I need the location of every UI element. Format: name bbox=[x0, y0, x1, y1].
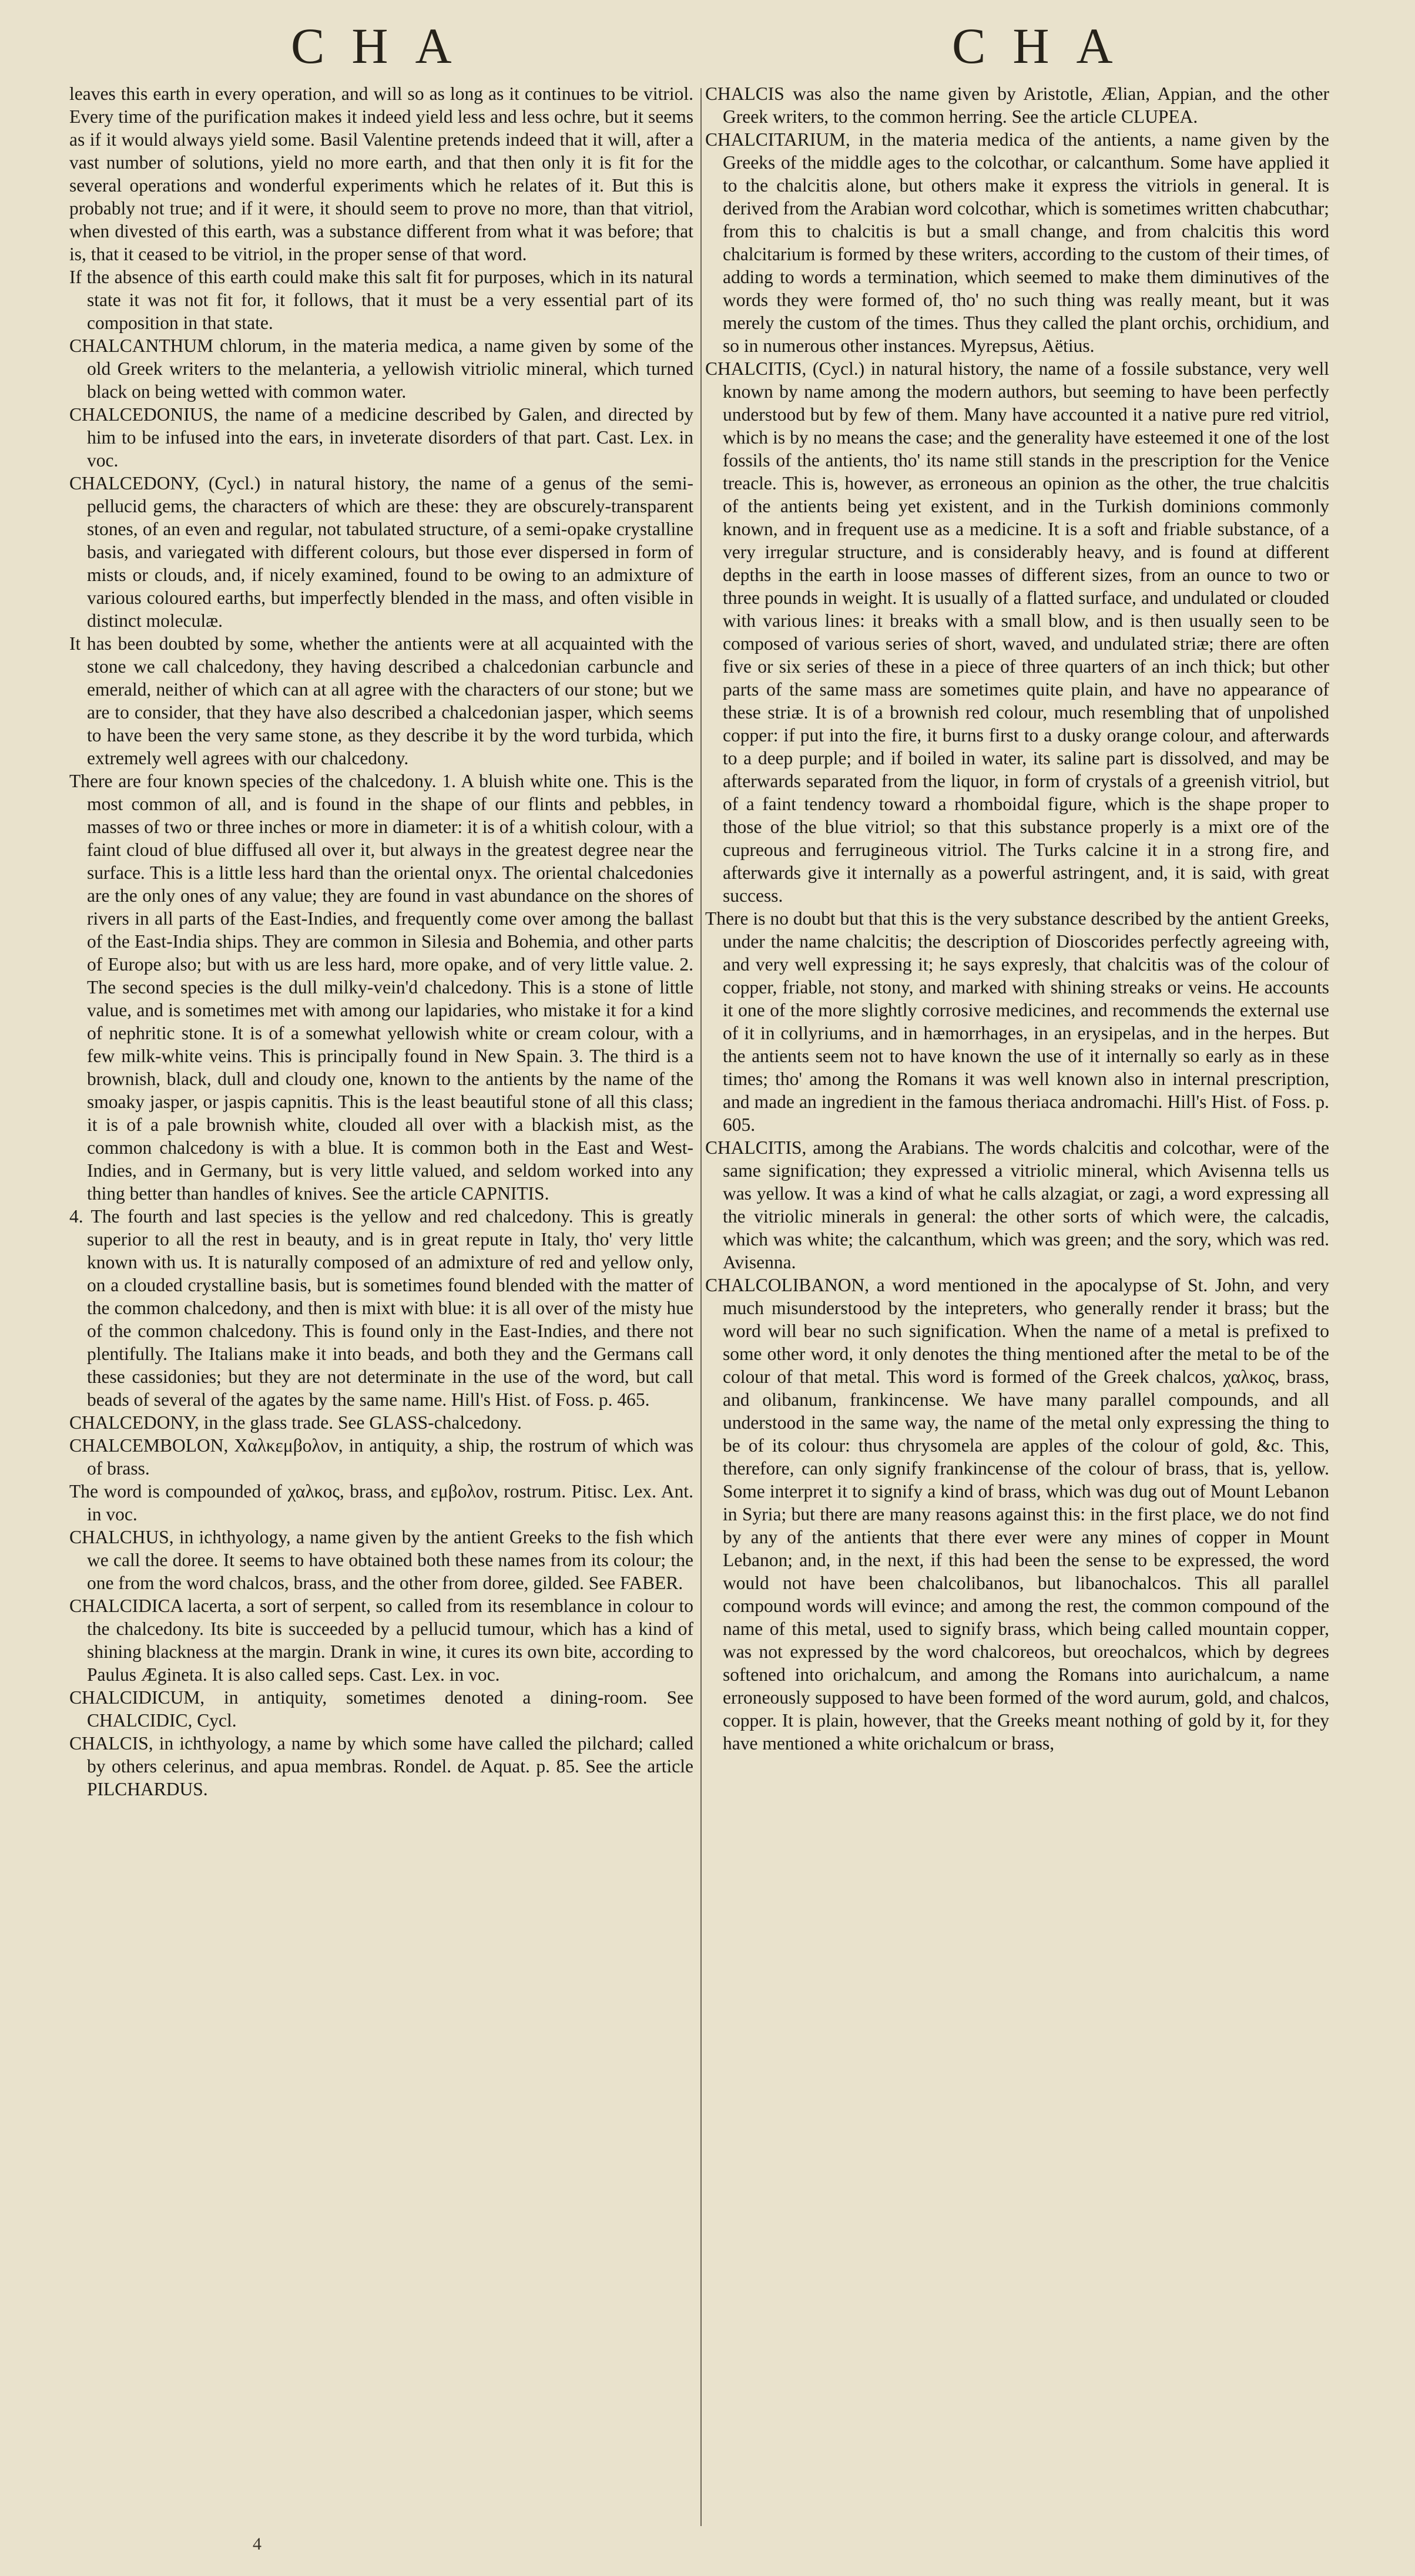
entry-chalcitis: CHALCITIS, (Cycl.) in natural history, the name of a fossile substance, very well known by name among the modern authors, but seeming to have been perfectly understood but by few of them. Many have accounted it a native pure red vitriol, which is by no means the case; and the generality have esteemed it one of the lost fossils of the antients, tho' its name still stands in the prescription for the Venice treacle. This is, however, as erroneous an opinion as the other, the true chalcitis of the antients being yet existent, and in the Turkish dominions commonly known, and in frequent use as a medicine. It is a soft and friable substance, of a very irregular structure, and is considerably heavy, and is found at different depths in the earth in loose masses of different sizes, from an ounce to two or three pounds in weight. It is usually of a flatted surface, and undulated or clouded with various lines: it breaks with a small blow, and is then usually seen to be composed of various series of short, waved, and undulated striæ; there are often five or six series of these in a piece of three quarters of an inch thick; but other parts of the same mass are sometimes quite plain, and have no appearance of these striæ. It is of a brownish red colour, much resembling that of unpolished copper: if put into the fire, it burns first to a dusky orange colour, and afterwards to a deep purple; and if boiled in water, its saline part is dissolved, and may be afterwards separated from the liquor, in form of crystals of a greenish vitriol, but of a faint tendency toward a rhomboidal figure, which is the shape proper to those of the blue vitriol; so that this substance properly is a mixt ore of the cupreous and ferrugineous vitriol. The Turks calcine it in a strong fire, and afterwards give it internally as a powerful astringent, and, it is said, with great success. bbox=[705, 358, 1329, 906]
entry-chalcidica: CHALCIDICA lacerta, a sort of serpent, so called from its resemblance in colour to the chalcedony. Its bite is succeeded by a pellucid tumour, which has a kind of shining blackness at the margin. Drank in wine, it cures its own bite, according to Paulus Ægineta. It is also called seps. Cast. Lex. in voc. bbox=[69, 1596, 693, 1685]
entry-chalcedony: CHALCEDONY, (Cycl.) in natural history, the name of a genus of the semi-pellucid gems, the characters of which are these: they are obscurely-transparent stones, of an even and regular, not tabulated structure, of a semi-opake crystalline basis, and variegated with different colours, but those ever dispersed in form of mists or clouds, and, if nicely examined, found to be owing to an admixture of various coloured earths, but imperfectly blended in the mass, and often visible in distinct moleculæ. bbox=[69, 473, 693, 631]
paragraph: There are four known species of the chalcedony. 1. A bluish white one. This is the most common of all, and is found in the shape of our flints and pebbles, in masses of two or three inches or more in diameter: it is of a whitish colour, with a faint cloud of blue diffused all over it, but always in the greatest degree near the surface. This is a little less hard than the oriental onyx. The oriental chalcedonies are the only ones of any value; they are found in vast abundance on the shores of rivers in all parts of the East-Indies, and frequently come over among the ballast of the East-India ships. They are common in Silesia and Bohemia, and other parts of Europe also; but with us are less hard, more opake, and of very little value. 2. The second species is the dull milky-vein'd chalcedony. This is a stone of little value, and is sometimes met with among our lapidaries, who mistake it for a kind of nephritic stone. It is of a somewhat yellowish white or cream colour, with a few milk-white veins. This is principally found in New Spain. 3. The third is a brownish, black, dull and cloudy one, known to the antients by the name of the smoaky jasper, or jaspis capnitis. This is the least beautiful stone of all this class; it is of a pale brownish white, clouded all over with a blackish mist, as the common chalcedony is with a blue. It is common both in the East and West-Indies, and in Germany, but is very little valued, and seldom worked into any thing better than handles of knives. See the article CAPNITIS. bbox=[69, 771, 693, 1204]
paragraph: There is no doubt but that this is the very substance described by the antient Greeks, under the name chalcitis; the description of Dioscorides perfectly agreeing with, and very well expressing it; he says expresly, that chalcitis was of the colour of copper, friable, not stony, and marked with shining streaks or veins. He accounts it one of the more slightly corrosive medicines, and recommends the external use of it in collyriums, and in hæmorrhages, in an erysipelas, and in the herpes. But the antients seem not to have known the use of it internally so early as in these times; tho' among the Romans it was well known also in internal prescription, and made an ingredient in the famous theriaca andromachi. Hill's Hist. of Foss. p. 605. bbox=[705, 908, 1329, 1135]
entry-chalchus: CHALCHUS, in ichthyology, a name given by the antient Greeks to the fish which we call the doree. It seems to have obtained both these names from its colour; the one from the word chalcos, brass, and the other from doree, gilded. See FABER. bbox=[69, 1527, 693, 1593]
column-rule bbox=[700, 88, 702, 2526]
entry-chalcis-herring: CHALCIS was also the name given by Aristotle, Ælian, Appian, and the other Greek writers, to the common herring. See the article CLUPEA. bbox=[705, 83, 1329, 127]
signature-mark: 4 bbox=[253, 2534, 261, 2554]
running-head-right: CHA bbox=[952, 18, 1140, 74]
running-head-left: CHA bbox=[291, 18, 479, 74]
right-column bbox=[705, 82, 1329, 2526]
entry-chalcis: CHALCIS, in ichthyology, a name by which some have called the pilchard; called by others celerinus, and apua membras. Rondel. de Aquat. p. 85. See the article PILCHARDUS. bbox=[69, 1733, 693, 1799]
entry-chalcembolon: CHALCEMBOLON, Χαλκεμβολον, in antiquity, a ship, the rostrum of which was of brass. bbox=[69, 1435, 693, 1479]
paragraph: If the absence of this earth could make this salt fit for purposes, which in its natural state it was not fit for, it follows, that it must be a very essential part of its composition in that state. bbox=[69, 267, 693, 333]
entry-chalcedonius: CHALCEDONIUS, the name of a medicine described by Galen, and directed by him to be infused into the ears, in inveterate disorders of that part. Cast. Lex. in voc. bbox=[69, 404, 693, 471]
entry-chalcedony-glass: CHALCEDONY, in the glass trade. See GLASS-chalcedony. bbox=[69, 1412, 522, 1433]
entry-chalcitis-arabians: CHALCITIS, among the Arabians. The words chalcitis and colcothar, were of the same signification; they expressed a vitriolic mineral, which Avisenna tells us was yellow. It was a kind of what he calls alzagiat, or zagi, a word expressing all the vitriolic minerals in general: the other sorts of which were, the calcadis, which was white; the calcanthum, which was green; and the sory, which was red. Avisenna. bbox=[705, 1137, 1329, 1272]
paragraph: It has been doubted by some, whether the antients were at all acquainted with the stone we call chalcedony, they having described a chalcedonian carbuncle and emerald, neither of which can at all agree with the characters of our stone; but we are to consider, that they have also described a chalcedonian jasper, which seems to have been the very same stone, as they describe it by the word turbida, which extremely well agrees with our chalcedony. bbox=[69, 633, 693, 768]
paragraph: The word is compounded of χαλκος, brass, and εμβολον, rostrum. Pitisc. Lex. Ant. in voc. bbox=[69, 1481, 693, 1524]
entry-chalcolibanon: CHALCOLIBANON, a word mentioned in the apocalypse of St. John, and very much misunderstood by the intepreters, who generally render it brass; but the word will bear no such signification. When the name of a metal is prefixed to some other word, it only denotes the thing mentioned after the metal to be of the colour of that metal. This word is formed of the Greek chalcos, χαλκος, brass, and olibanum, frankincense. We have many parallel compounds, and all understood in the same way, the name of the metal only expressing the thing to be of its colour: thus chrysomela are apples of the colour of gold, &c. This, therefore, can only signify frankincense of the colour of brass, that is, yellow. Some interpret it to signify a kind of brass, which was dug out of Mount Lebanon in Syria; but there are many reasons against this: in the first place, we do not find by any of the antients that there ever were any mines of copper in Mount Lebanon; and, in the next, if this had been the sense to be expressed, the word would not have been chalcolibanos, but libanochalcos. This all parallel compound words will evince; and among the rest, the common compound of the name of this metal, used to signify brass, which being called mountain copper, was not expressed by the word chalcoreos, but oreochalcos, which by degrees softened into orichalcum, and among the Romans into aurichalcum, a name erroneously supposed to have been formed of the word aurum, gold, and chalcos, copper. It is plain, however, that the Greeks meant nothing of gold by it, for they have mentioned a white orichalcum or brass, bbox=[705, 1275, 1329, 1754]
entry-chalcidicum: CHALCIDICUM, in antiquity, sometimes denoted a dining-room. See CHALCIDIC, Cycl. bbox=[69, 1687, 693, 1731]
paragraph: 4. The fourth and last species is the yellow and red chalcedony. This is greatly superior to all the rest in beauty, and is in great repute in Italy, tho' very little known with us. It is naturally composed of an admixture of red and yellow only, on a clouded crystalline basis, but is sometimes found blended with the matter of the common chalcedony, and then is mixt with blue: it is all over of the misty hue of the common chalcedony. This is found only in the East-Indies, and there not plentifully. The Italians make it into beads, and both they and the Germans call these cassidonies; but they are not determinate in the use of the word, but call beads of several of the agates by the same name. Hill's Hist. of Foss. p. 465. bbox=[69, 1206, 693, 1410]
entry-chalcitarium: CHALCITARIUM, in the materia medica of the antients, a name given by the Greeks of the middle ages to the colcothar, or calcanthum. Some have applied it to the chalcitis alone, but others make it express the vitriols in general. It is derived from the Arabian word colcothar, which is sometimes written chabcuthar; from this to chalcitis is but a small change, and from chalcitis this word chalcitarium is formed by these writers, according to the custom of their times, of adding to words a termination, which seemed to make them diminutives of the words they were formed of, tho' no such thing was really meant, but it was merely the custom of the times. Thus they called the plant orchis, orchidium, and so in numerous other instances. Myrepsus, Aëtius. bbox=[705, 129, 1329, 356]
entry-chalcanthum: CHALCANTHUM chlorum, in the materia medica, a name given by some of the old Greek writers to the melanteria, a yellowish vitriolic mineral, which turned black on being wetted with common water. bbox=[69, 335, 693, 402]
left-column bbox=[69, 82, 693, 2526]
paragraph: leaves this earth in every operation, and will so as long as it continues to be vitriol. Every time of the purification makes it indeed yield less and less ochre, but it seems as if it would always yield some. Basil Valentine pretends indeed that it will, after a vast number of solutions, yield no more earth, and that then only it is fit for the several operations and wonderful experiments which he relates of it. But this is probably not true; and if it were, it should seem to prove no more, than that vitriol, when divested of this earth, was a substance different from what it was before; that is, that it ceased to be vitriol, in the proper sense of that word. bbox=[69, 83, 693, 264]
